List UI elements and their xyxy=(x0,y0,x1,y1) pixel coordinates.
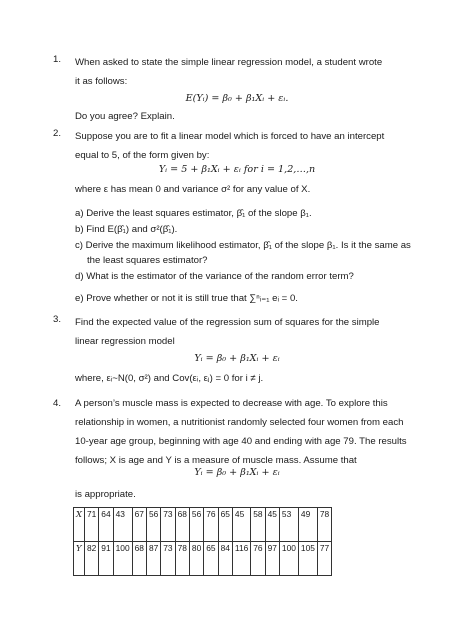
question-text: When asked to state the simple linear regression model, a student wrote it as follows: xyxy=(75,57,383,87)
question-text-line: follows; X is age and Y is a measure of muscle mass. Assume that xyxy=(75,455,357,466)
table-cell: 56 xyxy=(146,508,160,542)
table-cell: 87 xyxy=(146,542,160,576)
table-cell: 65 xyxy=(204,542,218,576)
table-cell: 100 xyxy=(279,542,298,576)
question-conclusion: is appropriate. xyxy=(75,489,136,500)
table-cell: 73 xyxy=(161,542,175,576)
part-e: e) Prove whether or not it is still true that ∑ⁿᵢ₌₁ eᵢ = 0. xyxy=(75,293,298,304)
table-cell: 80 xyxy=(189,542,203,576)
question-number: 3. xyxy=(53,314,62,325)
table-cell: 78 xyxy=(175,542,189,576)
table-cell: 91 xyxy=(99,542,113,576)
part-c: c) Derive the maximum likelihood estimator, β̂₁ of the slope β₁. Is it the same as xyxy=(75,240,411,251)
table-cell: 45 xyxy=(232,508,250,542)
part-c-continued: the least squares estimator? xyxy=(87,255,208,266)
equation: Yᵢ = β₀ + β₁Xᵢ + εᵢ xyxy=(194,353,280,364)
table-cell: 116 xyxy=(232,542,250,576)
part-b: b) Find E(β̂₁) and σ²(β̂₁). xyxy=(75,224,178,235)
question-followup: Do you agree? Explain. xyxy=(75,111,175,122)
table-cell: 84 xyxy=(218,542,232,576)
table-cell: 68 xyxy=(132,542,146,576)
question-number: 2. xyxy=(53,128,62,139)
table-cell: 77 xyxy=(317,542,331,576)
table-cell: 67 xyxy=(132,508,146,542)
table-cell: 78 xyxy=(317,508,331,542)
question-text-line: relationship in women, a nutritionist randomly selected four women from each xyxy=(75,417,404,428)
part-d: d) What is the estimator of the variance of the random error term? xyxy=(75,271,354,282)
question-condition: where, εᵢ~N(0, σ²) and Cov(εᵢ, εⱼ) = 0 for i ≠ j. xyxy=(75,373,264,384)
question-number: 4. xyxy=(53,398,62,409)
equation: Yᵢ = 5 + β₁Xᵢ + εᵢ for i = 1,2,…,n xyxy=(158,164,316,175)
table-cell: 73 xyxy=(161,508,175,542)
question-condition: where ε has mean 0 and variance σ² for any value of X. xyxy=(75,184,311,195)
table-cell: 68 xyxy=(175,508,189,542)
table-cell: 65 xyxy=(218,508,232,542)
equation: Yᵢ = β₀ + β₁Xᵢ + εᵢ xyxy=(194,467,280,478)
equation: E(Yᵢ) = β₀ + β₁Xᵢ + εᵢ. xyxy=(185,93,289,104)
table-cell: 43 xyxy=(113,508,132,542)
table-row-y xyxy=(74,542,332,576)
table-cell: 82 xyxy=(84,542,98,576)
table-cell: 56 xyxy=(189,508,203,542)
table-header-y: Y xyxy=(74,542,85,576)
table-cell: 100 xyxy=(113,542,132,576)
table-row-x xyxy=(74,508,332,542)
table-header-x: X xyxy=(74,508,85,542)
table-cell: 97 xyxy=(265,542,279,576)
table-cell: 53 xyxy=(279,508,298,542)
question-number: 1. xyxy=(53,54,62,65)
table-cell: 45 xyxy=(265,508,279,542)
table-cell: 105 xyxy=(298,542,317,576)
part-a: a) Derive the least squares estimator, β̂₁ of the slope β₁. xyxy=(75,208,312,219)
table-cell: 58 xyxy=(251,508,265,542)
question-text-line: A person’s muscle mass is expected to decrease with age. To explore this xyxy=(75,398,388,409)
table-cell: 76 xyxy=(204,508,218,542)
question-text-line: 10-year age group, beginning with age 40 and ending with age 79. The results xyxy=(75,436,407,447)
data-table xyxy=(73,507,332,576)
table-cell: 64 xyxy=(99,508,113,542)
table-cell: 76 xyxy=(251,542,265,576)
question-text: Suppose you are to fit a linear model which is forced to have an intercept equal to 5, of the form given by: xyxy=(75,131,385,161)
question-text: Find the expected value of the regression sum of squares for the simple linear regression model xyxy=(75,317,380,347)
table-cell: 71 xyxy=(84,508,98,542)
table-cell: 49 xyxy=(298,508,317,542)
